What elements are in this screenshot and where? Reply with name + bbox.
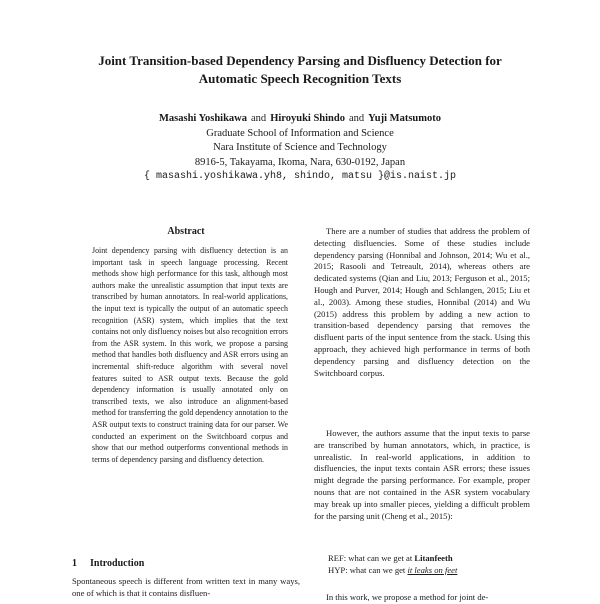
example-hyp-prefix: HYP: what can we get [328, 565, 408, 575]
paragraph-asr-assumption: However, the authors assume that the input texts to parse are transcribed by human annotators, which, in practice, is unrealistic. In real-world applications, in addition to disfluencies, the input texts contain ASR errors; these issues might degrade the parsing performance. For example, proper nouns that are not contained in the ASR system vocabulary may break up into smaller pieces, yielding a difficult problem for the parsing unit (Cheng et al., 2015): [314, 428, 530, 521]
example-ref-prefix: REF: what can we get at [328, 553, 415, 563]
section-number: 1 [72, 558, 77, 569]
title-line-2: Automatic Speech Recognition Texts [198, 71, 402, 86]
affiliation-1: Graduate School of Information and Science [206, 127, 394, 139]
author-names [40, 112, 560, 127]
author-2: Hiroyuki Shindo [270, 113, 345, 124]
asr-example [328, 552, 457, 576]
author-1: Masashi Yoshikawa [159, 113, 248, 124]
paragraph-related-work: There are a number of studies that address the problem of detecting disfluencies. Some of these studies include dependency parsing (Honnibal and Johnson, 2014; Wu et al., 2015; Rasooli and Tetreault, 2014), whereas others are dedicated systems (Qian and Liu, 2013; Ferguson et al., 2015; Hough and Purver, 2014; Hough and Schlangen, 2015; Liu et al., 2003). Among these studies, Honnibal (2014) and Wu (2015) address this problem by adding a new action to transition-based dependency parsing that removes the disfluent parts of the input sentence from the stack. Using this approach, they achieved high performance in terms of both dependency parsing and disfluency detection on the Switchboard corpus. [314, 226, 530, 378]
and-2: and [349, 113, 365, 124]
paragraph-proposal: In this work, we propose a method for joint de- [326, 592, 489, 602]
author-3: Yuji Matsumoto [368, 113, 441, 124]
introduction-text: Spontaneous speech is different from written text in many ways, one of which is that it contains disfluen- [72, 576, 300, 598]
example-ref [328, 552, 457, 564]
abstract-heading: Abstract [167, 226, 205, 237]
email: { masashi.yoshikawa.yh8, shindo, matsu }@is.naist.jp [143, 171, 457, 182]
abstract-text: Joint dependency parsing with disfluency detection is an important task in speech language processing. Recent methods show high performance for this task, although most authors make the unrealistic assumption that input texts are transcribed by human annotators. In real-world applications, the input text is typically the output of an automatic speech recognition (ASR) system, which implies that the text contains not only disfluency noises but also recognition errors from the ASR system. In this work, we propose a parsing method that handles both disfluency and ASR errors using an incremental shift-reduce algorithm with several novel features suited to ASR output texts. Because the gold dependency information is usually annotated only on transcribed texts, we also introduce an alignment-based method for transferring the gold dependency annotation to the ASR output texts to construct training data for our parser. We conducted an experiment on the Switchboard corpus and show that our method outperforms conventional methods in terms of dependency parsing and disfluency detection. [92, 246, 288, 464]
title-line-1: Joint Transition-based Dependency Parsing and Disfluency Detection for [98, 53, 502, 68]
address: 8916-5, Takayama, Ikoma, Nara, 630-0192, Japan [194, 156, 406, 168]
example-ref-word: Litanfeeth [414, 553, 453, 563]
paper-title [40, 52, 560, 88]
and-1: and [251, 113, 267, 124]
example-hyp-words: it leaks on feet [407, 565, 458, 575]
example-hyp [328, 564, 457, 576]
author-block [40, 112, 560, 185]
section-title: Introduction [90, 558, 145, 569]
section-heading-introduction [72, 558, 144, 570]
affiliation-2: Nara Institute of Science and Technology [213, 142, 387, 153]
